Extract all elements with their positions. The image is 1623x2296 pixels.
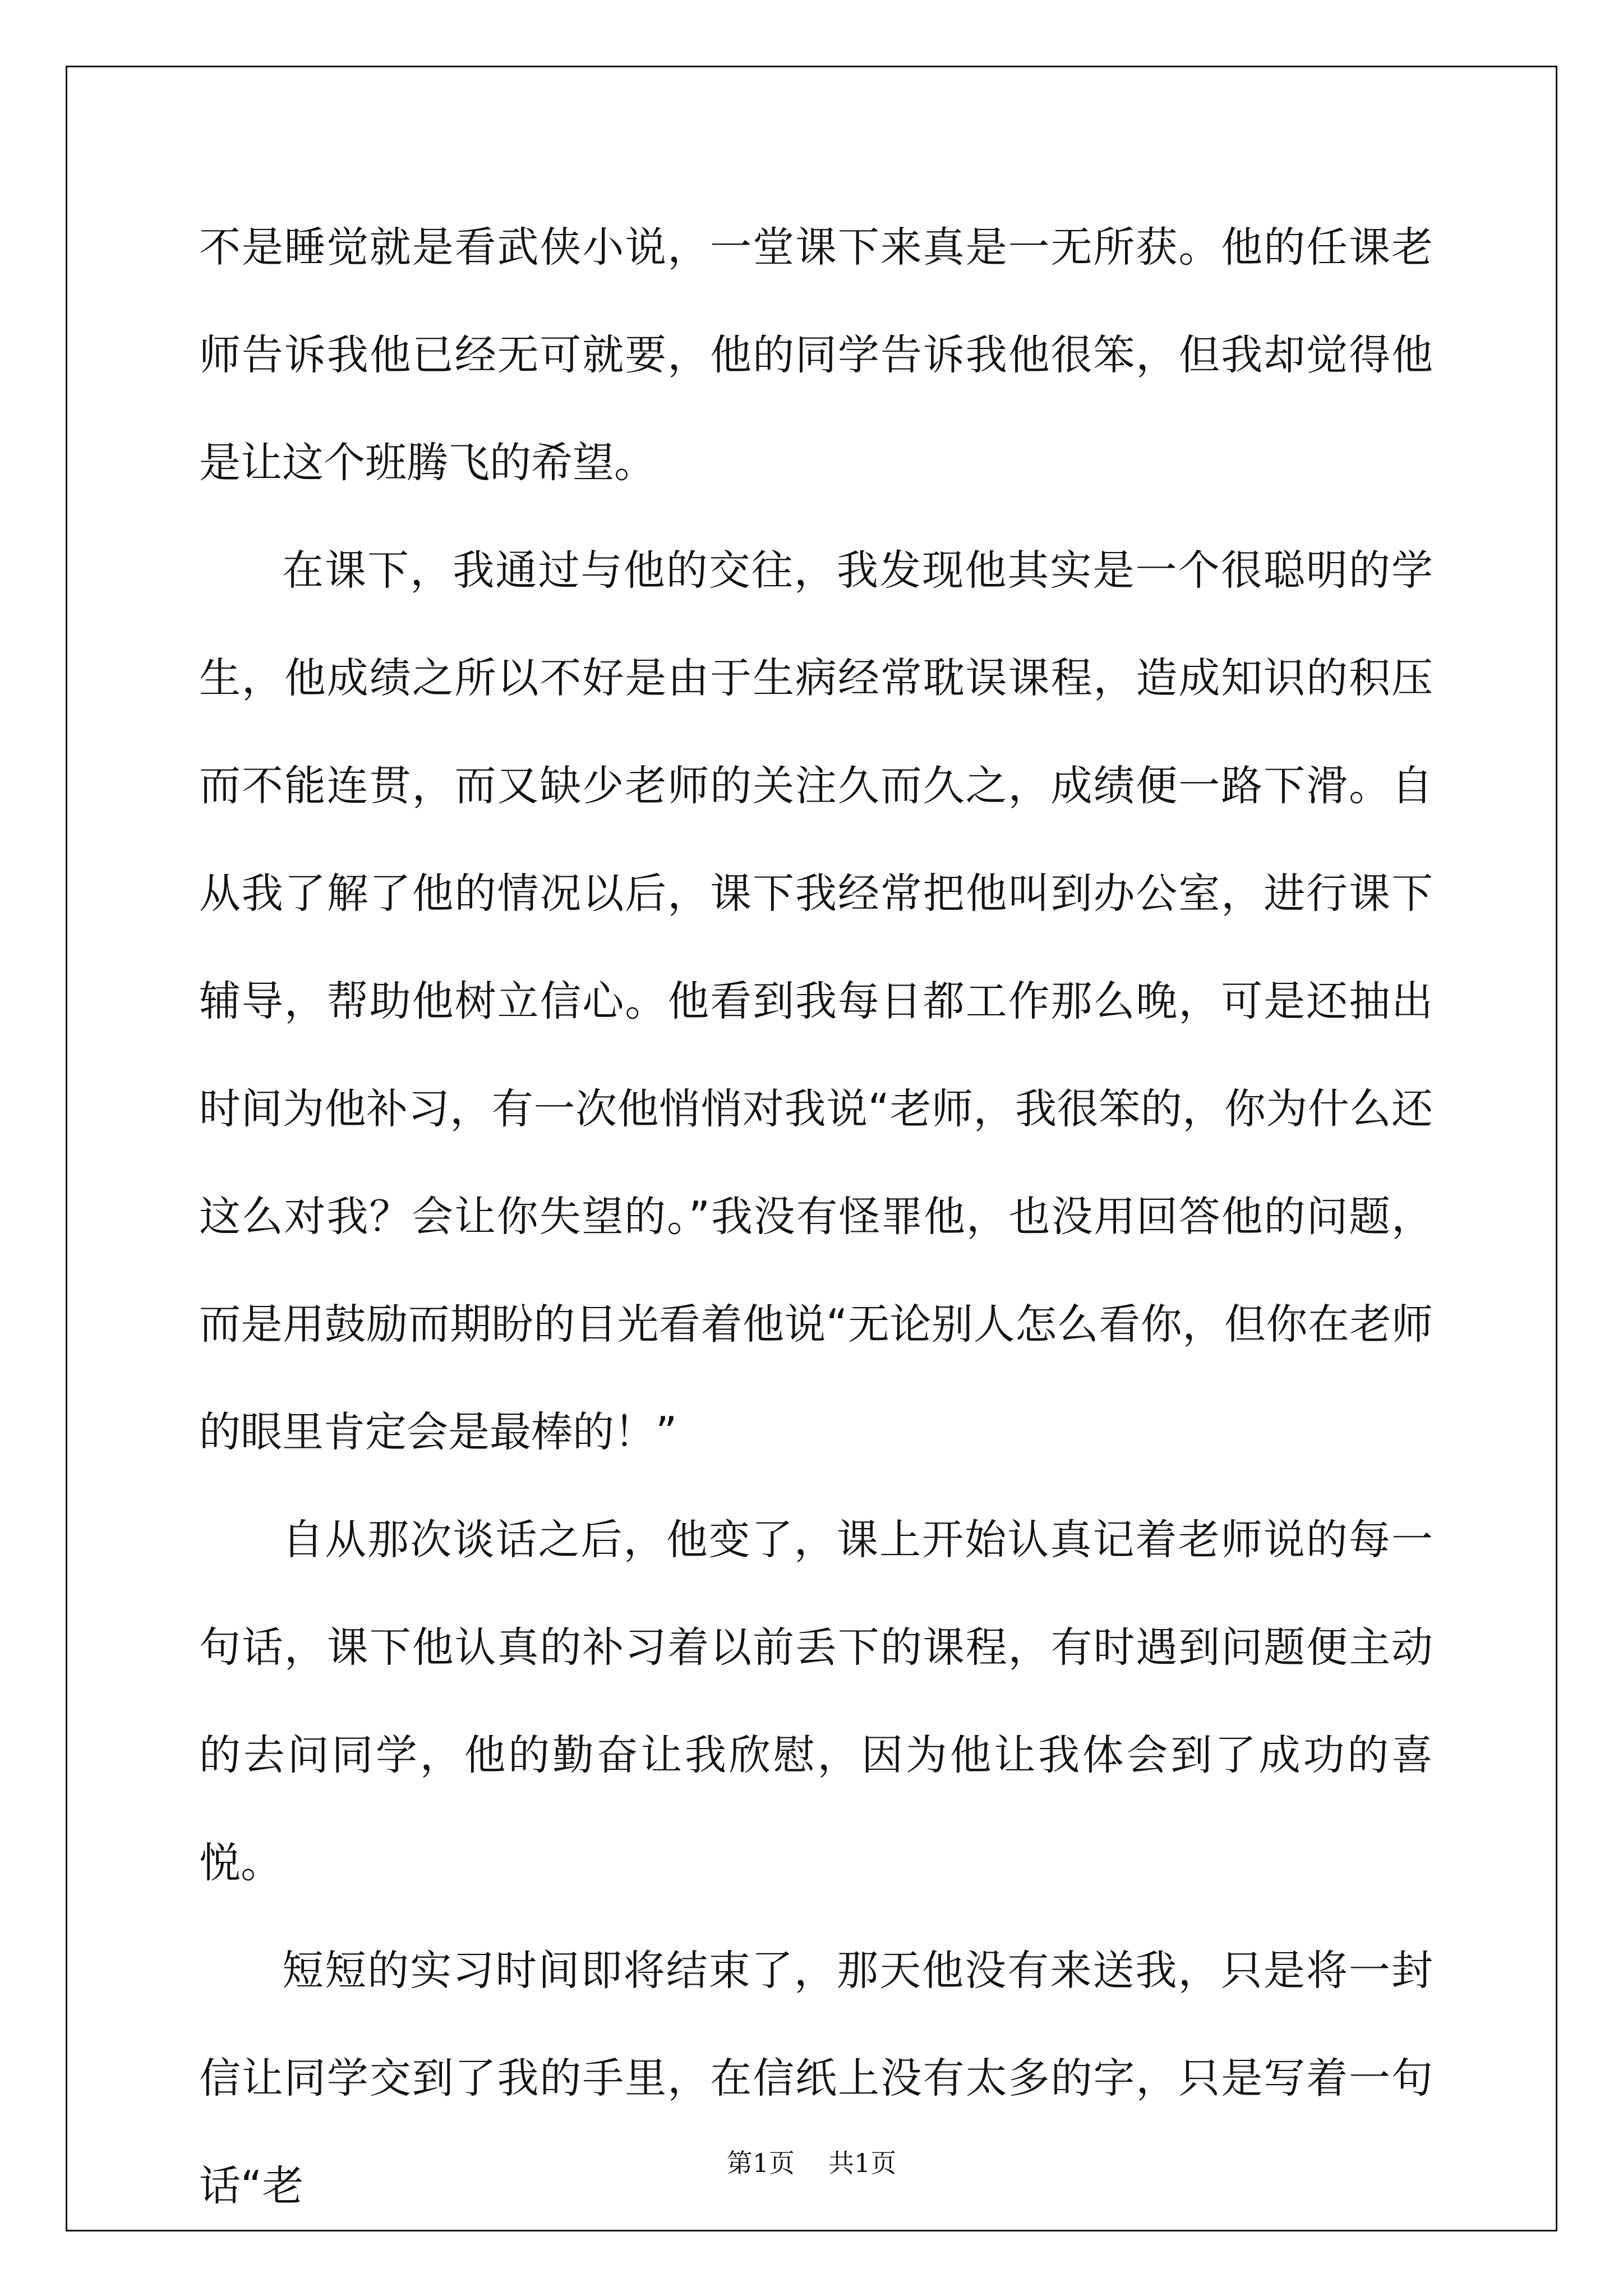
paragraph-4: 短短的实习时间即将结束了，那天他没有来送我，只是将一封信让同学交到了我的手里，在信纸上没有太多的字，只是写着一句话“老 bbox=[199, 1947, 1433, 2210]
page-number: 第1页 bbox=[726, 2148, 795, 2178]
document-body bbox=[199, 194, 1433, 2240]
paragraph-1: 不是睡觉就是看武侠小说，一堂课下来真是一无所获。他的任课老师告诉我他已经无可就要，他的同学告诉我他很笨，但我却觉得他是让这个班腾飞的希望。 bbox=[199, 223, 1433, 487]
paragraph-2: 在课下，我通过与他的交往，我发现他其实是一个很聪明的学生，他成绩之所以不好是由于生病经常耽误课程，造成知识的积压而不能连贯，而又缺少老师的关注久而久之，成绩便一路下滑。自从我了解了他的情况以后，课下我经常把他叫到办公室，进行课下辅导，帮助他树立信心。他看到我每日都工作那么晚，可是还抽出时间为他补习，有一次他悄悄对我说“老师，我很笨的，你为什么还这么对我？会让你失望的。”我没有怪罪他，也没用回答他的问题，而是用鼓励而期盼的目光看着他说“无论别人怎么看你，但你在老师的眼里肯定会是最棒的！” bbox=[199, 546, 1433, 1456]
page-total: 共1页 bbox=[828, 2148, 897, 2178]
paragraph-3: 自从那次谈话之后，他变了，课上开始认真记着老师说的每一句话，课下他认真的补习着以前丢下的课程，有时遇到问题便主动的去问同学，他的勤奋让我欣慰，因为他让我体会到了成功的喜悦。 bbox=[199, 1516, 1433, 1887]
page-footer bbox=[0, 2143, 1623, 2180]
